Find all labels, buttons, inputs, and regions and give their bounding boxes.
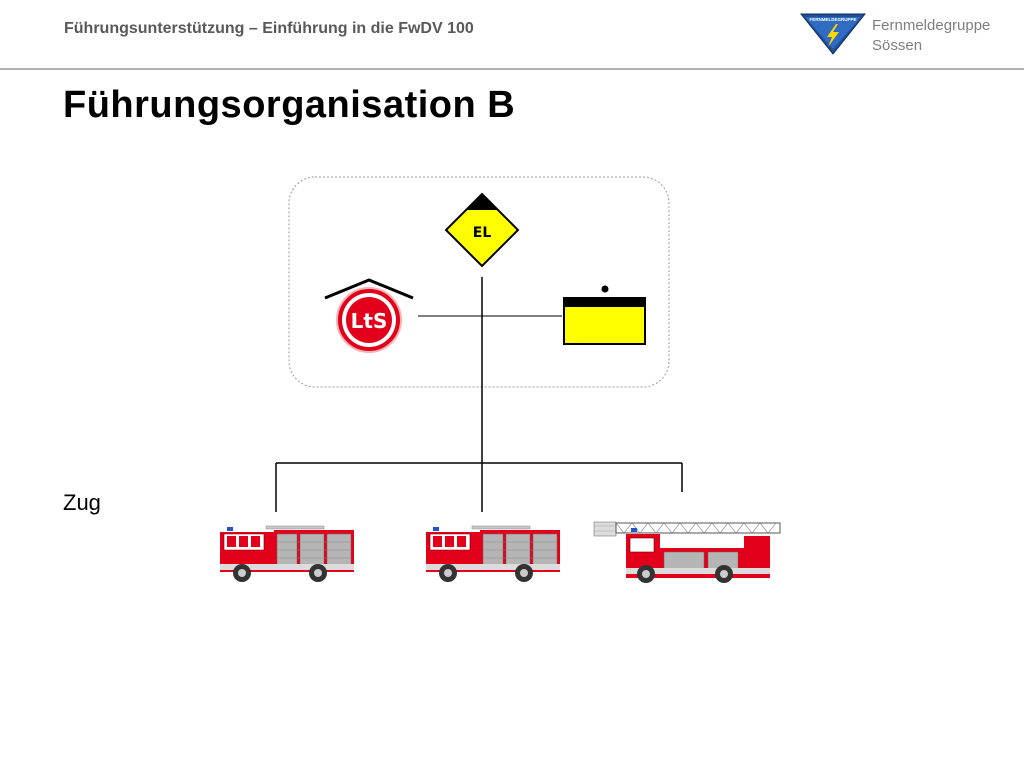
- staff-support-symbol: [564, 286, 645, 345]
- org-name-line-1: Fernmeldegruppe: [872, 17, 991, 34]
- fire-engine-1-icon: [220, 526, 354, 582]
- header-title: Führungsunterstützung – Einführung in die FwDV 100: [64, 20, 474, 37]
- el-leader-symbol: [446, 194, 518, 266]
- fire-engine-2-icon: [426, 526, 560, 582]
- unit-label-zug: Zug: [63, 490, 101, 515]
- lts-command-post-symbol: [325, 280, 413, 352]
- lts-symbol-label: LtS: [350, 309, 388, 333]
- org-name-line-2: Sössen: [872, 37, 923, 54]
- el-symbol-label: EL: [472, 225, 492, 241]
- logo-text: FERNMELDEGRUPPE: [809, 17, 857, 22]
- slide-title: Führungsorganisation B: [63, 84, 516, 126]
- turntable-ladder-icon: [594, 522, 780, 583]
